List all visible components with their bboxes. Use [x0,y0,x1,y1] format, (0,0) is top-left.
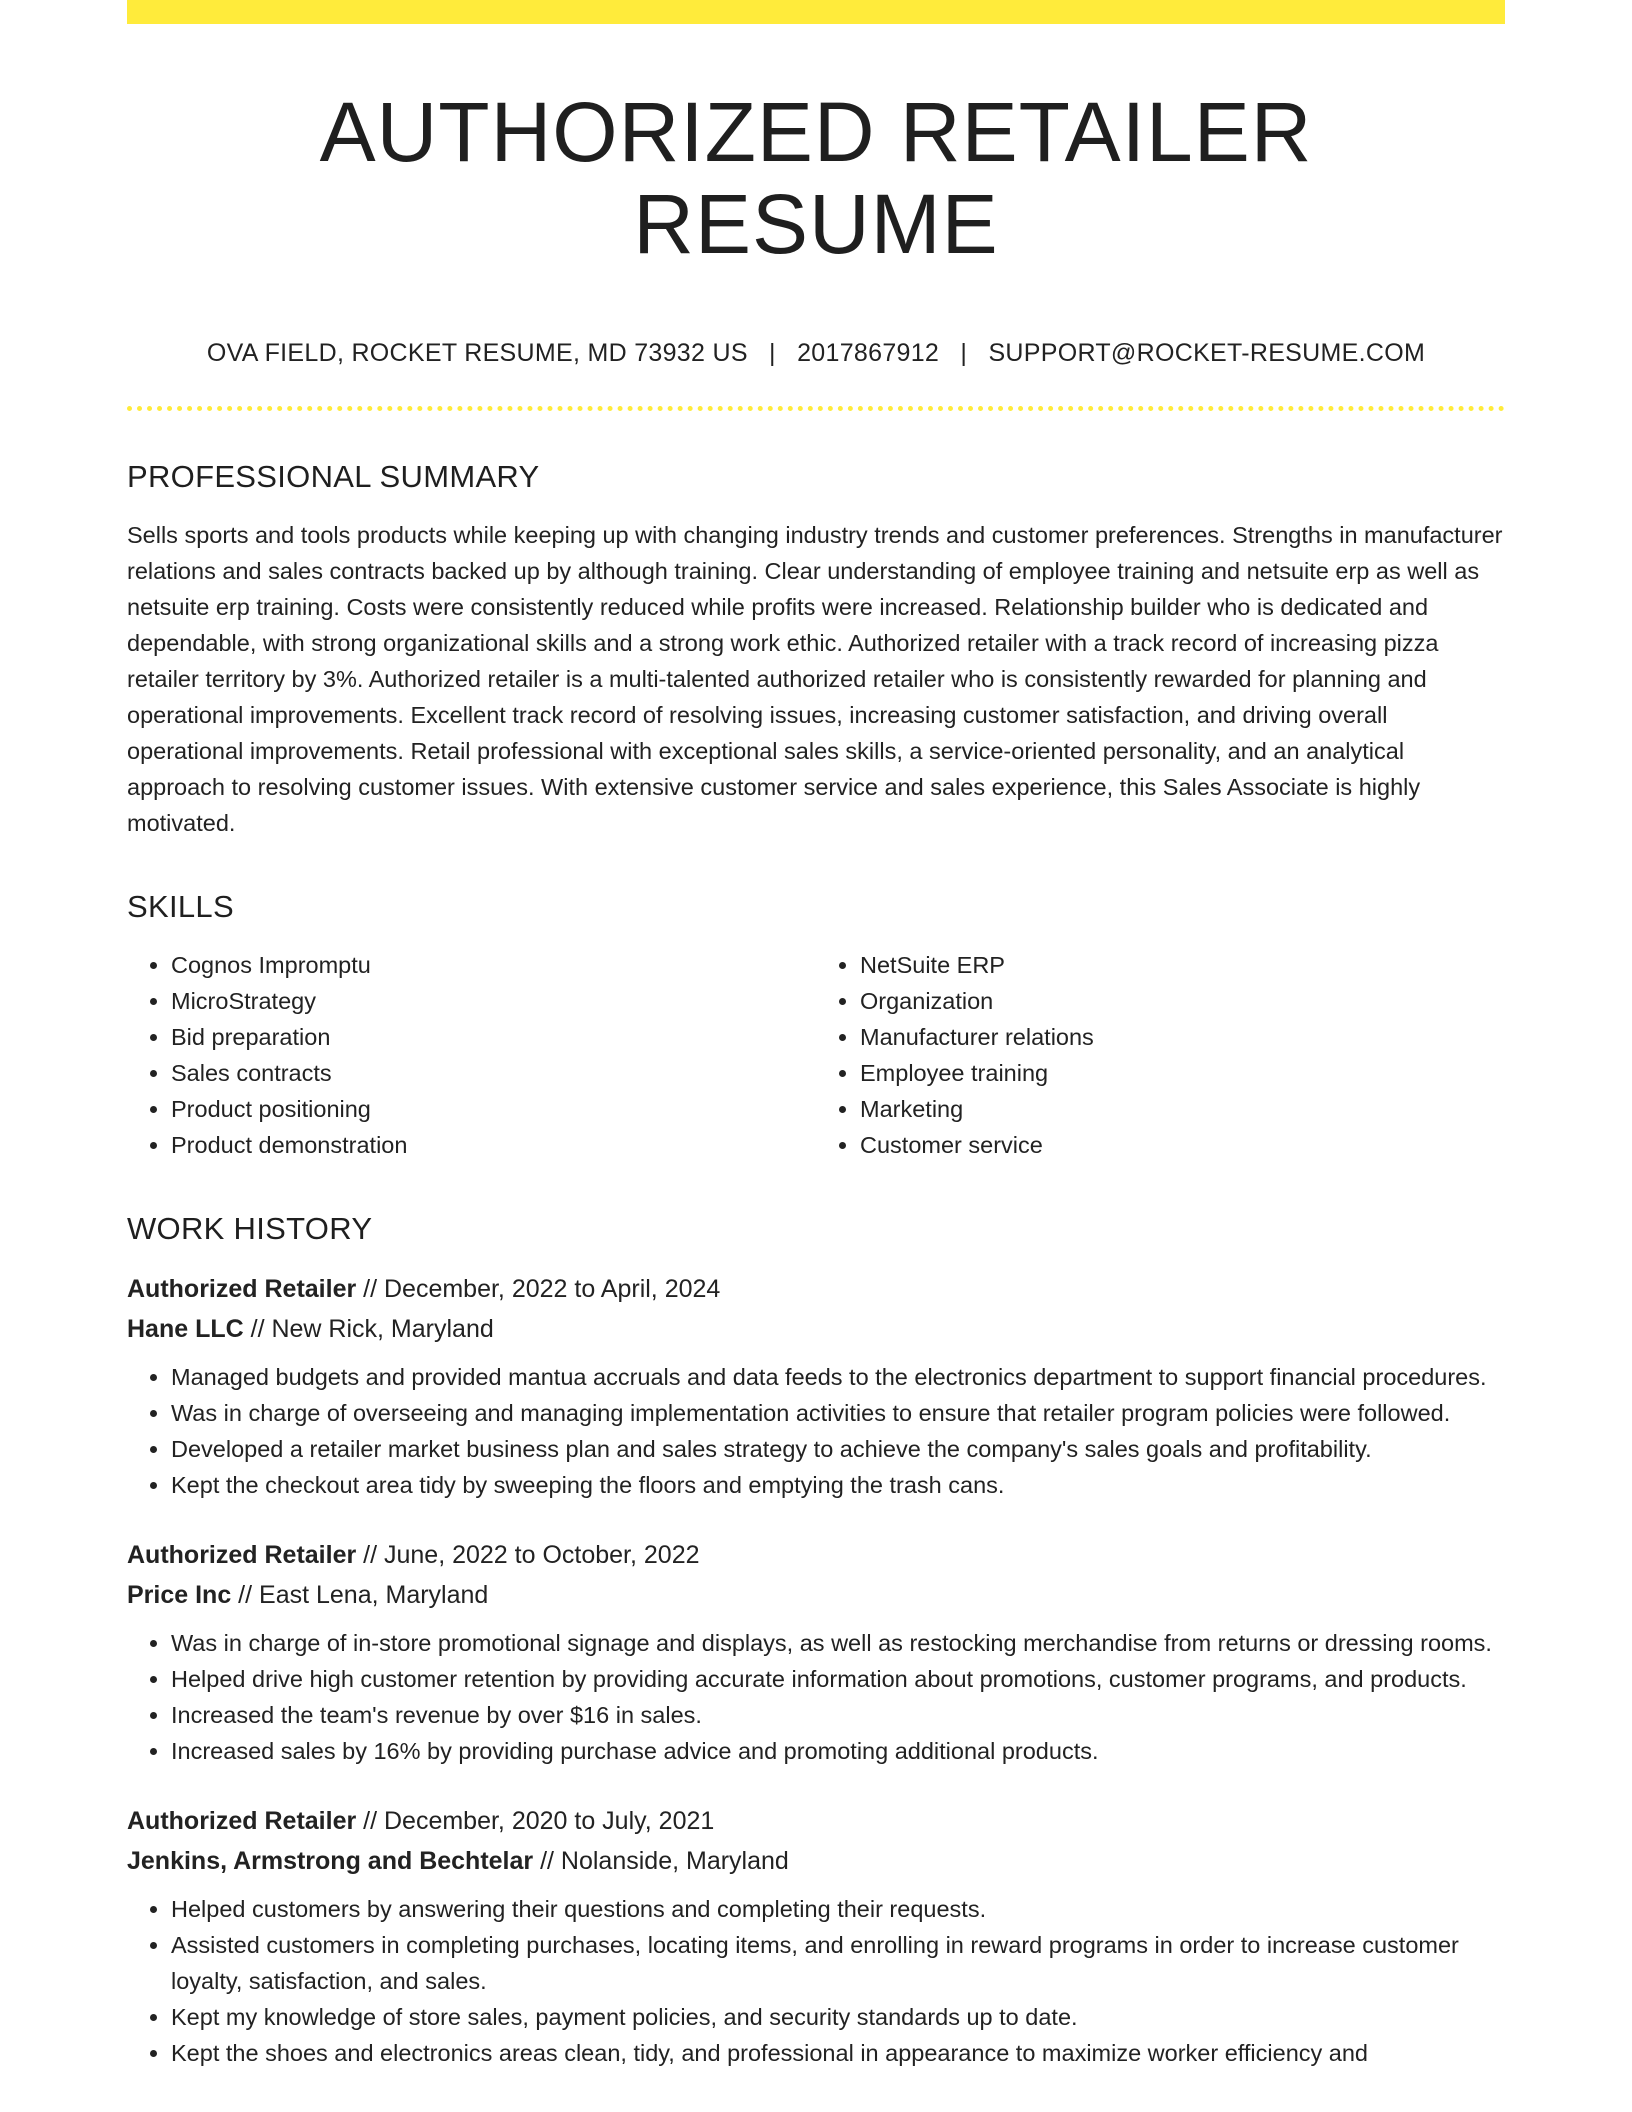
accent-bar [127,0,1505,24]
job-title-line [127,1269,1505,1309]
summary-heading: PROFESSIONAL SUMMARY [127,458,540,494]
summary-section [127,459,1505,841]
skill-item: • Manufacturer relations [860,1019,1505,1055]
job-bullet: • Was in charge of overseeing and managing implementation activities to ensure that retailer program policies were followed. [171,1395,1505,1431]
job-company: Hane LLC [127,1314,244,1343]
skill-item: • Bid preparation [171,1019,816,1055]
dotted-divider [127,406,1505,411]
work-history-section [127,1211,1505,2071]
job-bullet: • Assisted customers in completing purchases, locating items, and enrolling in reward programs in order to increase customer loyalty, satisfaction, and sales. [171,1927,1505,1999]
contact-line [127,339,1505,368]
resume-title: AUTHORIZED RETAILER RESUME [319,85,1313,272]
job-bullets [127,1891,1505,2071]
job-company-line [127,1841,1505,1881]
skill-item: • Product demonstration [171,1127,816,1163]
job-company-line [127,1575,1505,1615]
skill-item: • Customer service [860,1127,1505,1163]
job-bullet: • Increased sales by 16% by providing purchase advice and promoting additional products. [171,1733,1505,1769]
job-entry [127,1269,1505,1503]
job-bullet: • Was in charge of in-store promotional signage and displays, as well as restocking merchandise from returns or dressing rooms. [171,1625,1505,1661]
job-title: Authorized Retailer [127,1806,357,1835]
job-dates: // June, 2022 to October, 2022 [356,1540,700,1569]
job-bullets [127,1625,1505,1769]
job-entry [127,1535,1505,1769]
job-title: Authorized Retailer [127,1274,357,1303]
job-title-line [127,1535,1505,1575]
job-location: // East Lena, Maryland [231,1580,489,1609]
skills-list-right [816,947,1505,1163]
skill-item: • Organization [860,983,1505,1019]
skill-item: • MicroStrategy [171,983,816,1019]
job-bullet: • Kept the shoes and electronics areas clean, tidy, and professional in appearance to maximize worker efficiency and [171,2035,1505,2071]
job-location: // Nolanside, Maryland [533,1846,789,1875]
work-history-heading: WORK HISTORY [127,1210,373,1246]
skills-list-left [127,947,816,1163]
resume-page [127,0,1505,2071]
job-location: // New Rick, Maryland [243,1314,494,1343]
skills-columns [127,947,1505,1163]
job-bullet: • Increased the team's revenue by over $16 in sales. [171,1697,1505,1733]
skill-item: • Sales contracts [171,1055,816,1091]
skill-item: • NetSuite ERP [860,947,1505,983]
summary-text: Sells sports and tools products while keeping up with changing industry trends and customer preferences. Strengths in manufacturer relations and sales contracts backed up by although training. Clear understanding of employee training and netsuite erp as well as netsuite erp training. Costs were consistently reduced while profits were increased. Relationship builder who is dedicated and dependable, with strong organizational skills and a strong work ethic. Authorized retailer with a track record of increasing pizza retailer territory by 3%. Authorized retailer is a multi-talented authorized retailer who is consistently rewarded for planning and operational improvements. Excellent track record of resolving issues, increasing customer satisfaction, and driving overall operational improvements. Retail professional with exceptional sales skills, a service-oriented personality, and an analytical approach to resolving customer issues. With extensive customer service and sales experience, this Sales Associate is highly motivated. [127,521,1503,836]
job-dates: // December, 2022 to April, 2024 [356,1274,721,1303]
skills-heading: SKILLS [127,888,234,924]
job-bullet: • Managed budgets and provided mantua accruals and data feeds to the electronics department to support financial procedures. [171,1359,1505,1395]
job-entry [127,1801,1505,2071]
job-bullet: • Kept the checkout area tidy by sweeping the floors and emptying the trash cans. [171,1467,1505,1503]
job-bullet: • Kept my knowledge of store sales, payment policies, and security standards up to date. [171,1999,1505,2035]
job-bullet: • Developed a retailer market business plan and sales strategy to achieve the company's sales goals and profitability. [171,1431,1505,1467]
contact-email: SUPPORT@ROCKET-RESUME.COM [988,338,1426,367]
job-bullet: • Helped drive high customer retention by providing accurate information about promotions, customer programs, and products. [171,1661,1505,1697]
job-bullet: • Helped customers by answering their questions and completing their requests. [171,1891,1505,1927]
skill-item: • Marketing [860,1091,1505,1127]
skill-item: • Cognos Impromptu [171,947,816,983]
contact-separator: | [769,338,776,367]
job-bullets [127,1359,1505,1503]
contact-address: OVA FIELD, ROCKET RESUME, MD 73932 US [206,338,748,367]
job-title: Authorized Retailer [127,1540,357,1569]
job-company-line [127,1309,1505,1349]
job-title-line [127,1801,1505,1841]
skills-section [127,889,1505,1163]
skill-item: • Employee training [860,1055,1505,1091]
contact-phone: 2017867912 [797,338,940,367]
skill-item: • Product positioning [171,1091,816,1127]
job-company: Jenkins, Armstrong and Bechtelar [127,1846,534,1875]
job-dates: // December, 2020 to July, 2021 [356,1806,715,1835]
contact-separator: | [960,338,968,367]
job-company: Price Inc [127,1580,232,1609]
